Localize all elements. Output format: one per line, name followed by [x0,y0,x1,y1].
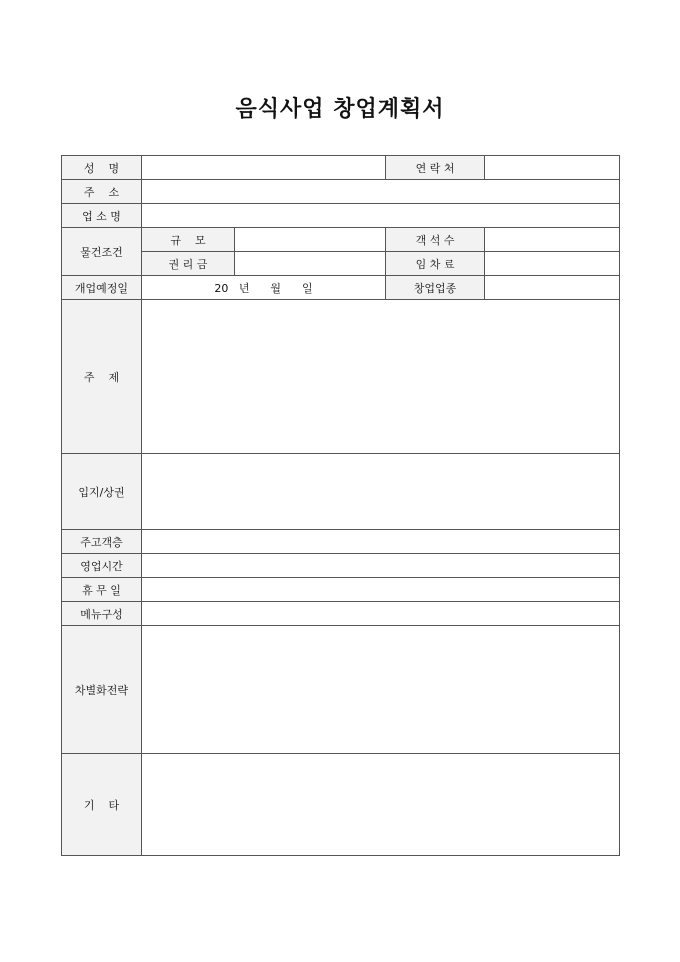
row-menu [62,602,620,626]
row-open-date [62,276,620,300]
premium-label: 권 리 금 [142,252,235,276]
main-customers-field[interactable] [142,530,620,554]
main-customers-label: 주고객층 [62,530,142,554]
hours-label: 영업시간 [62,554,142,578]
address-label: 주 소 [62,180,142,204]
size-field[interactable] [235,228,386,252]
strategy-field[interactable] [142,626,620,754]
business-name-label: 업 소 명 [62,204,142,228]
document-title: 음식사업 창업계획서 [235,97,445,122]
theme-label: 주 제 [62,300,142,454]
rent-label: 임 차 료 [386,252,485,276]
holiday-label: 휴 무 일 [62,578,142,602]
seats-field[interactable] [485,228,620,252]
etc-label: 기 타 [62,754,142,856]
row-theme [62,300,620,454]
menu-field[interactable] [142,602,620,626]
row-hours [62,554,620,578]
property-label: 물건조건 [62,228,142,276]
size-label: 규 모 [142,228,235,252]
contact-label: 연 락 처 [386,156,485,180]
menu-label: 메뉴구성 [62,602,142,626]
row-premium [62,252,620,276]
row-address [62,180,620,204]
business-type-field[interactable] [485,276,620,300]
open-date-label: 개업예정일 [62,276,142,300]
row-main-customers [62,530,620,554]
business-type-label: 창업업종 [386,276,485,300]
row-etc [62,754,620,856]
business-name-field[interactable] [142,204,620,228]
strategy-label: 차별화전략 [62,626,142,754]
row-strategy [62,626,620,754]
holiday-field[interactable] [142,578,620,602]
row-holiday [62,578,620,602]
etc-field[interactable] [142,754,620,856]
open-date-field[interactable]: 20 년 월 일 [142,276,386,300]
name-field[interactable] [142,156,386,180]
address-field[interactable] [142,180,620,204]
row-size [62,228,620,252]
contact-field[interactable] [485,156,620,180]
premium-field[interactable] [235,252,386,276]
hours-field[interactable] [142,554,620,578]
row-location [62,454,620,530]
rent-field[interactable] [485,252,620,276]
seats-label: 객 석 수 [386,228,485,252]
row-business-name [62,204,620,228]
theme-field[interactable] [142,300,620,454]
row-name [62,156,620,180]
location-label: 입지/상권 [62,454,142,530]
location-field[interactable] [142,454,620,530]
plan-form [61,155,620,856]
name-label: 성 명 [62,156,142,180]
